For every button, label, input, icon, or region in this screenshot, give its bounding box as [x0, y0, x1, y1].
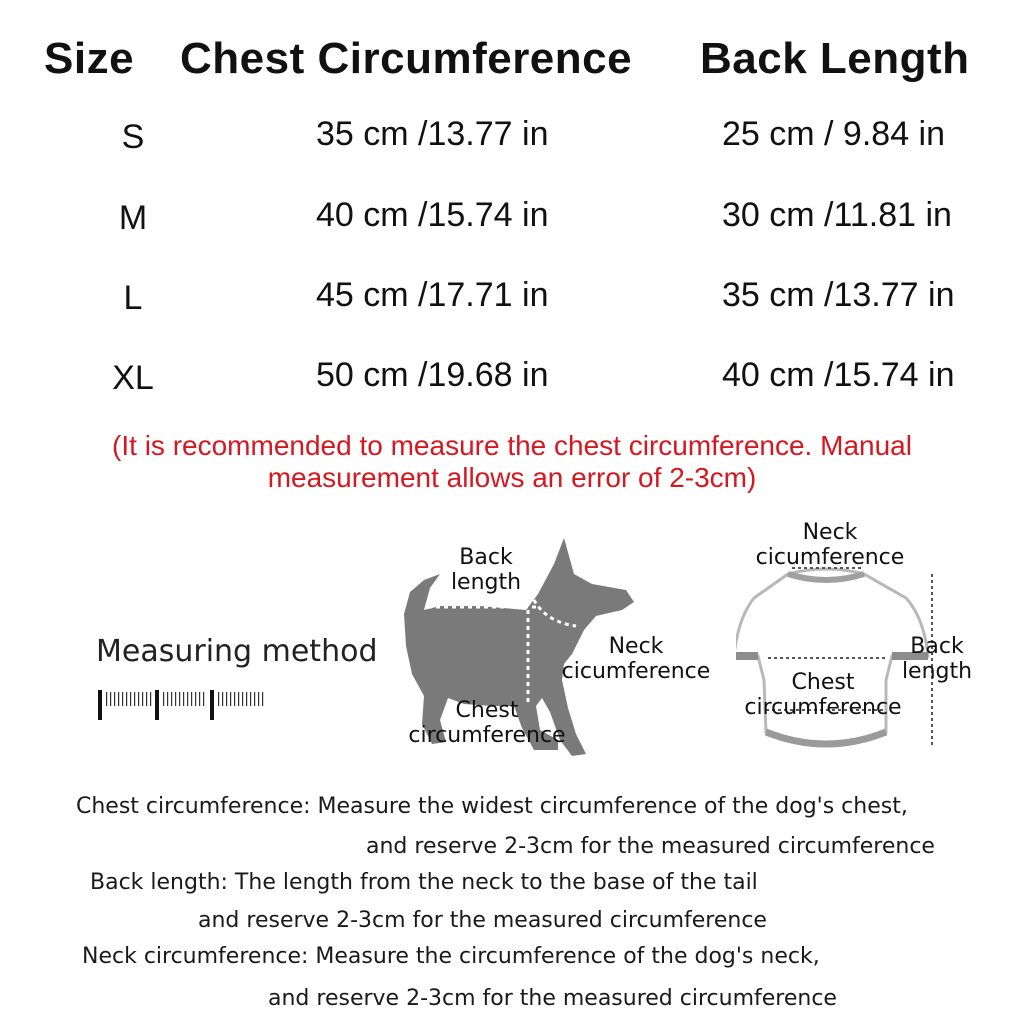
- back-cell: 30 cm /11.81 in: [722, 196, 952, 234]
- dog-chest-label: [402, 698, 572, 748]
- chest-cell: 35 cm /13.77 in: [316, 115, 549, 153]
- neck-description-line2: and reserve 2-3cm for the measured circumference: [268, 986, 837, 1011]
- back-description-line2: and reserve 2-3cm for the measured circumference: [198, 908, 767, 933]
- shirt-chest-label-line2: circumference: [744, 695, 902, 720]
- back-cell: 25 cm / 9.84 in: [722, 115, 946, 153]
- size-cell: XL: [112, 359, 154, 397]
- header-size: Size: [44, 34, 135, 83]
- chest-cell: 45 cm /17.71 in: [316, 276, 549, 314]
- back-cell: 35 cm /13.77 in: [722, 276, 955, 314]
- shirt-neck-label-line2: cicumference: [755, 545, 905, 570]
- chest-description-line2: and reserve 2-3cm for the measured circumference: [366, 834, 935, 859]
- back-description-line1: Back length: The length from the neck to the base of the tail: [90, 870, 758, 895]
- measurement-note-line2: measurement allows an error of 2-3cm): [267, 462, 757, 493]
- chest-cell: 50 cm /19.68 in: [316, 356, 549, 394]
- shirt-back-label-line2: length: [901, 659, 973, 684]
- dog-back-label-line1: Back: [459, 545, 513, 570]
- shirt-back-label-line1: Back: [910, 634, 964, 659]
- shirt-neck-label-line1: Neck: [802, 520, 858, 545]
- header-back-length: Back Length: [700, 34, 970, 83]
- size-cell: L: [123, 279, 143, 317]
- neck-description-line1: Neck circumference: Measure the circumference of the dog's neck,: [82, 944, 820, 969]
- shirt-chest-label-line1: Chest: [791, 670, 855, 695]
- chest-cell: 40 cm /15.74 in: [316, 196, 549, 234]
- dog-neck-label-line1: Neck: [608, 634, 664, 659]
- size-cell: M: [118, 199, 148, 237]
- size-cell: S: [121, 118, 145, 156]
- shirt-chest-label: [738, 670, 908, 720]
- shirt-neck-label: [750, 520, 910, 570]
- measurement-note-line1: (It is recommended to measure the chest circumference. Manual: [112, 430, 912, 461]
- ruler-icon: [94, 688, 274, 724]
- chest-description-line1: Chest circumference: Measure the widest circumference of the dog's chest,: [76, 794, 908, 819]
- dog-neck-label-line2: cicumference: [561, 659, 711, 684]
- dog-chest-label-line1: Chest: [455, 698, 519, 723]
- dog-back-length-label: [436, 545, 536, 595]
- dog-chest-label-line2: circumference: [408, 723, 566, 748]
- header-chest-circumference: Chest Circumference: [180, 34, 633, 83]
- dog-back-label-line2: length: [450, 570, 522, 595]
- dog-neck-label: [556, 634, 716, 684]
- shirt-back-length-label: [896, 634, 978, 684]
- measuring-method-title: Measuring method: [96, 634, 378, 669]
- back-cell: 40 cm /15.74 in: [722, 356, 955, 394]
